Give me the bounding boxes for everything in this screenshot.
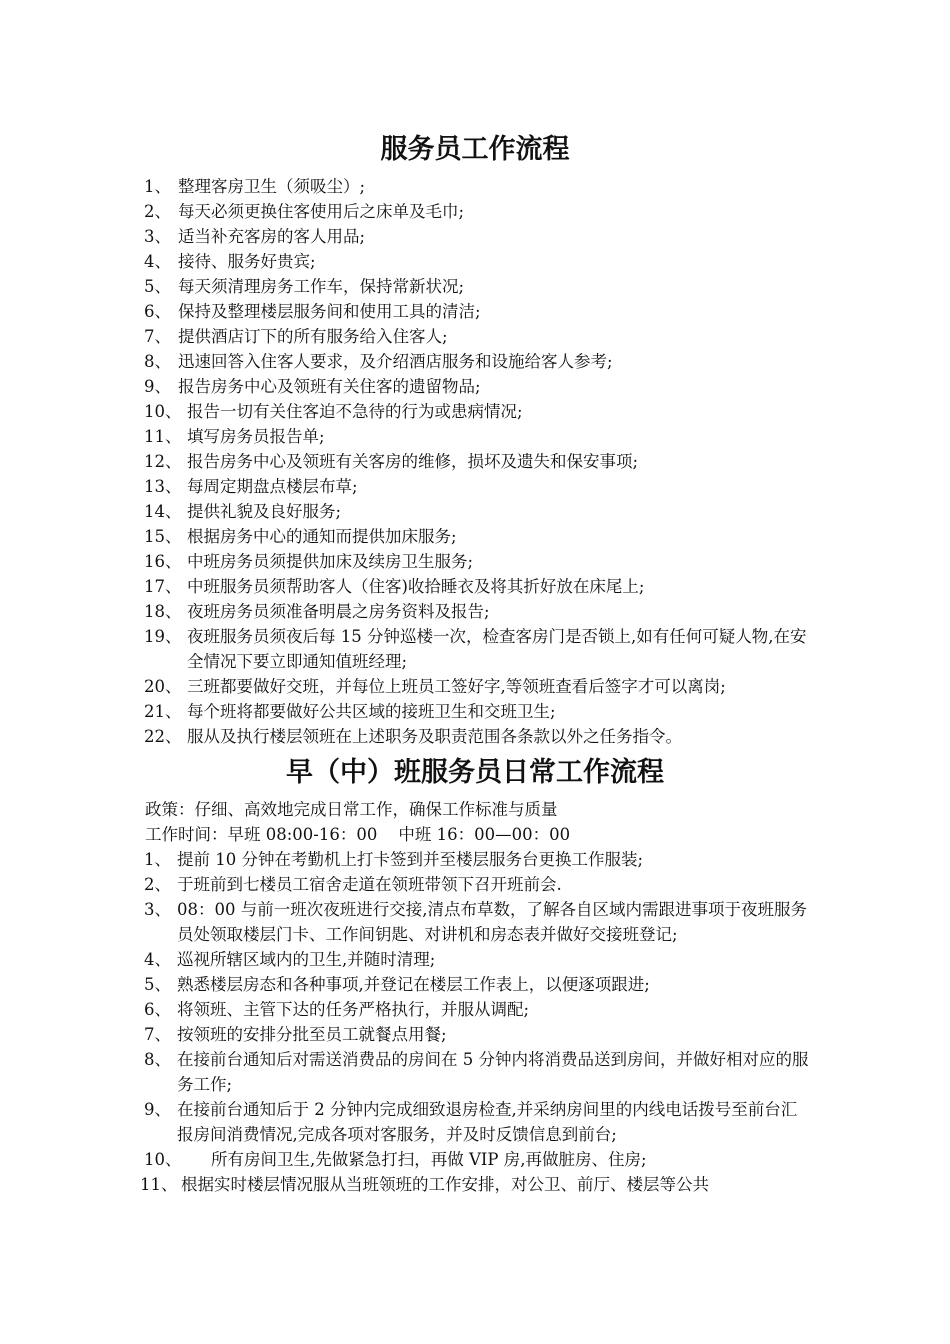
list-item: 14、 提供礼貌及良好服务; [144,502,342,521]
list-item: 20、 三班都要做好交班，并每位上班员工签好字,等领班查看后签字才可以离岗; [144,677,726,696]
list-item: 15、 根据房务中心的通知而提供加床服务; [144,527,457,546]
list-item: 10、 报告一切有关住客迫不急待的行为或患病情况; [144,402,523,421]
list-item: 18、 夜班房务员须准备明晨之房务资料及报告; [144,602,490,621]
section2-title: 早（中）班服务员日常工作流程 [286,757,664,788]
work-time-text: 工作时间：早班 08:00-16：00 中班 16：00—00：00 [145,825,571,844]
list-item: 9、 报告房务中心及领班有关住客的遗留物品; [144,377,481,396]
list-item: 11、 根据实时楼层情况服从当班领班的工作安排，对公卫、前厅、楼层等公共 [140,1175,709,1194]
list-item: 19、 夜班服务员须夜后每 15 分钟巡楼一次，检查客房门是否锁上,如有任何可疑人物,在安全情况下要立即通知值班经理; [144,627,807,671]
list-item: 22、 服从及执行楼层领班在上述职务及职责范围各条款以外之任务指令。 [144,727,682,746]
list-item: 6、 保持及整理楼层服务间和使用工具的清洁; [144,302,481,321]
list-item: 13、 每周定期盘点楼层布草; [144,477,358,496]
list-item: 4、 接待、服务好贵宾; [144,252,316,271]
list-item: 10、 所有房间卫生,先做紧急打扫，再做 VIP 房,再做脏房、住房; [144,1150,647,1169]
policy-text: 政策：仔细、高效地完成日常工作，确保工作标准与质量 [145,800,558,819]
list-item: 3、 适当补充客房的客人用品; [144,227,366,246]
list-item: 6、 将领班、主管下达的任务严格执行，并服从调配; [144,1000,530,1019]
list-item: 9、 在接前台通知后于 2 分钟内完成细致退房检查,并采纳房间里的内线电话拨号至前台汇报房间消费情况,完成各项对客服务，并及时反馈信息到前台; [144,1100,798,1144]
list-item: 1、 整理客房卫生（须吸尘）; [144,177,366,196]
list-item: 8、 迅速回答入住客人要求，及介绍酒店服务和设施给客人参考; [144,352,613,371]
list-item: 8、 在接前台通知后对需送消费品的房间在 5 分钟内将消费品送到房间，并做好相对应的服务工作; [144,1050,809,1094]
list-item: 2、 每天必须更换住客使用后之床单及毛巾; [144,202,465,221]
section2-list [0,847,950,1197]
list-item: 5、 每天须清理房务工作车，保持常新状况; [144,277,465,296]
list-item: 17、 中班服务员须帮助客人（住客)收拾睡衣及将其折好放在床尾上; [144,577,645,596]
list-item: 3、 08：00 与前一班次夜班进行交接,清点布草数，了解各自区域内需跟进事项于夜班服务员处领取楼层门卡、工作间钥匙、对讲机和房态表并做好交接班登记; [144,900,807,944]
list-item: 12、 报告房务中心及领班有关客房的维修，损坏及遗失和保安事项; [144,452,639,471]
list-item: 1、 提前 10 分钟在考勤机上打卡签到并至楼层服务台更换工作服装; [144,850,644,869]
list-item: 16、 中班房务员须提供加床及续房卫生服务; [144,552,474,571]
list-item: 21、 每个班将都要做好公共区域的接班卫生和交班卫生; [144,702,556,721]
list-item: 11、 填写房务员报告单; [144,427,325,446]
list-item: 7、 按领班的安排分批至员工就餐点用餐; [144,1025,447,1044]
section1-list [0,174,950,749]
list-item: 5、 熟悉楼层房态和各种事项,并登记在楼层工作表上，以便逐项跟进; [144,975,650,994]
section1-title: 服务员工作流程 [380,134,570,165]
list-item: 4、 巡视所辖区域内的卫生,并随时清理; [144,950,436,969]
list-item: 7、 提供酒店订下的所有服务给入住客人; [144,327,448,346]
list-item: 2、 于班前到七楼员工宿舍走道在领班带领下召开班前会. [144,875,562,894]
